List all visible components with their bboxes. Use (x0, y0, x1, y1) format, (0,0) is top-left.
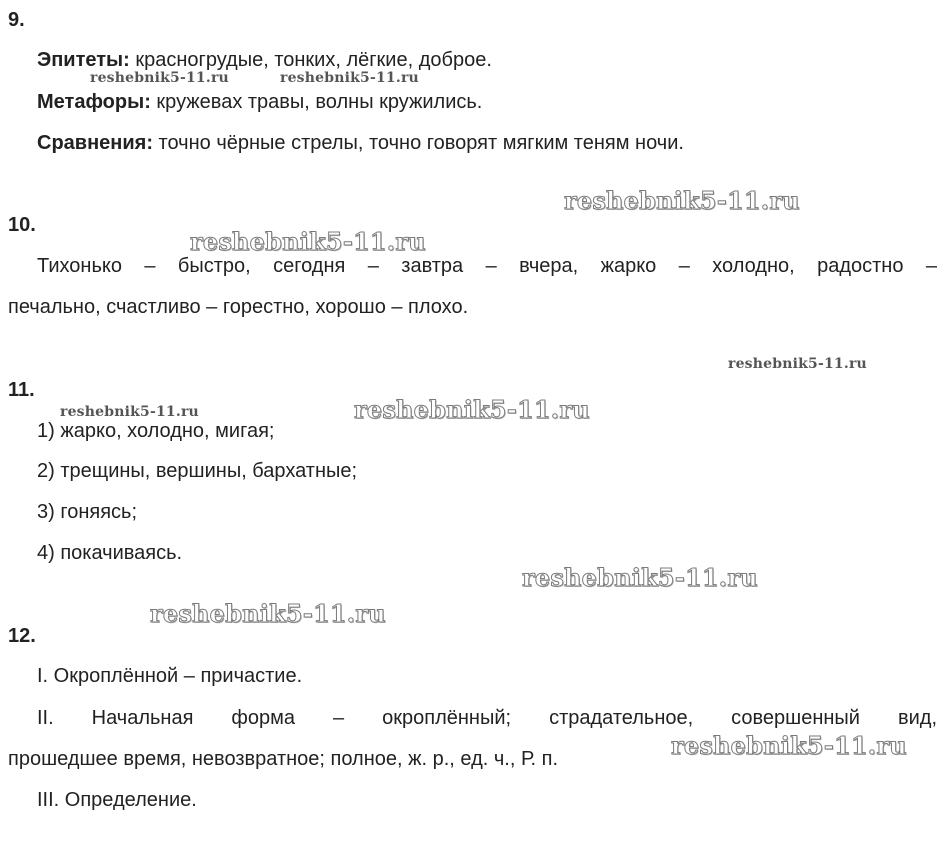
metaphors-line (37, 90, 482, 114)
watermark: reshebnik5-11.ru (564, 186, 800, 215)
metaphors-label: Метафоры: (37, 91, 151, 113)
watermark: reshebnik5-11.ru (671, 731, 907, 760)
task-10-line-2: печально, счастливо – горестно, хорошо – плохо. (8, 296, 469, 318)
task-11-item: 3) гоняясь; (37, 501, 137, 523)
task-10-line-1: Тихонько – быстро, сегодня – завтра – вчера, жарко – холодно, радостно – (37, 255, 937, 277)
comparisons-line (37, 131, 684, 155)
task-11-number: 11. (8, 379, 35, 401)
task-12-item-2-line-2: прошедшее время, невозвратное; полное, ж. р., ед. ч., Р. п. (8, 748, 559, 770)
metaphors-text: кружевах травы, волны кружились. (150, 91, 483, 113)
epithets-text: красногрудые, тонких, лёгкие, доброе. (129, 49, 492, 71)
task-10-number: 10. (8, 214, 36, 236)
task-12-item-3: III. Определение. (37, 789, 197, 811)
task-11-item: 1) жарко, холодно, мигая; (37, 420, 275, 442)
task-12-item-2-line-1: II. Начальная форма – окроплённый; страдательное, совершенный вид, (37, 707, 937, 729)
task-12-number: 12. (8, 625, 36, 647)
watermark: reshebnik5-11.ru (190, 227, 426, 256)
comparisons-label: Сравнения: (37, 132, 153, 154)
comparisons-text: точно чёрные стрелы, точно говорят мягким теням ночи. (153, 132, 684, 154)
watermark: reshebnik5-11.ru (60, 404, 199, 420)
task-9-number: 9. (8, 9, 25, 31)
watermark: reshebnik5-11.ru (354, 395, 590, 424)
watermark: reshebnik5-11.ru (522, 563, 758, 592)
watermark: reshebnik5-11.ru (280, 70, 419, 86)
task-11-item: 4) покачиваясь. (37, 542, 183, 564)
watermark: reshebnik5-11.ru (90, 70, 229, 86)
epithets-label: Эпитеты: (37, 49, 130, 71)
epithets-line (37, 48, 492, 72)
watermark: reshebnik5-11.ru (150, 599, 386, 628)
task-12-item-1: I. Окроплённой – причастие. (37, 665, 303, 687)
task-11-item: 2) трещины, вершины, бархатные; (37, 460, 358, 482)
watermark: reshebnik5-11.ru (728, 356, 867, 372)
